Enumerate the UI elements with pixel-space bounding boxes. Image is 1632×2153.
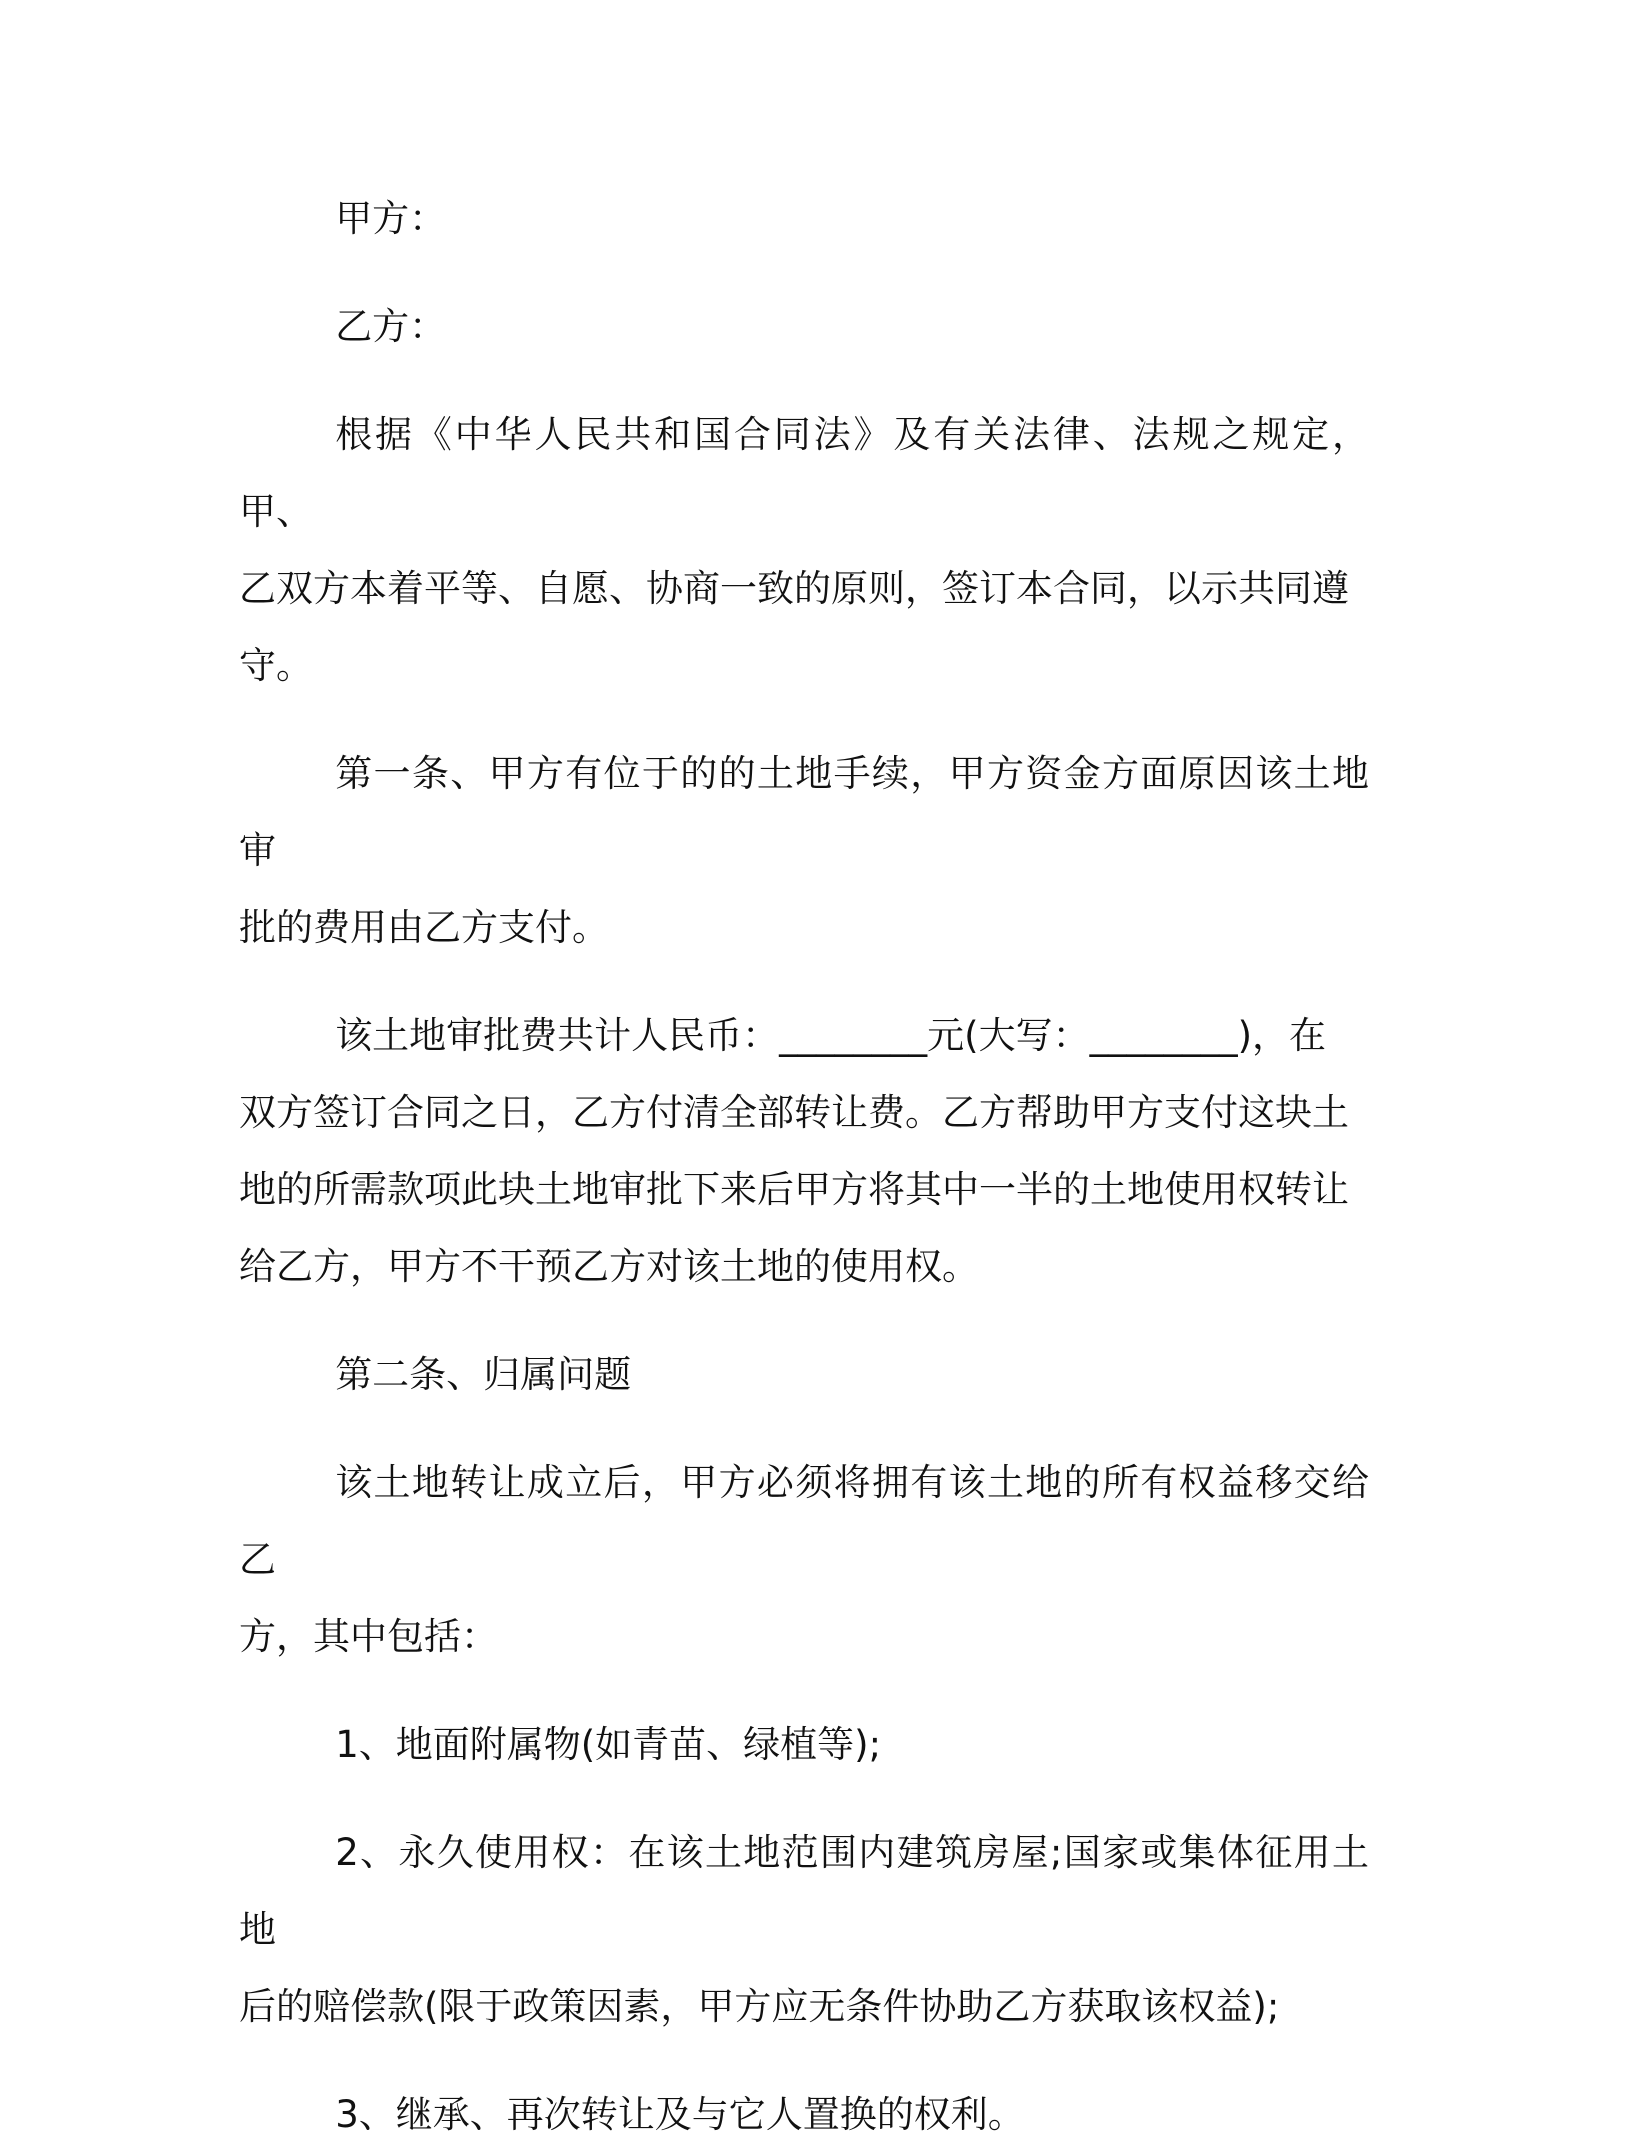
party-a-line: 甲方：: [335, 197, 447, 240]
list-item-3: 3、继承、再次转让及与它人置换的权利。: [335, 2093, 1025, 2136]
fee-paragraph: 该土地审批费共计人民币：________元(大写：________)，在 双方签订合同之日，乙方付清全部转让费。乙方帮助甲方支付这块土 地的所需款项此块土地审批下来后甲方将其中一半的土地使用权转让 给乙方，甲方不干预乙方对该土地的使用权。: [239, 1014, 1349, 1288]
transfer-paragraph: 该土地转让成立后，甲方必须将拥有该土地的所有权益移交给乙 方，其中包括：: [239, 1461, 1369, 1658]
list-item-2: 2、永久使用权：在该土地范围内建筑房屋;国家或集体征用土地 后的赔偿款(限于政策因素，甲方应无条件协助乙方获取该权益);: [239, 1831, 1369, 2028]
document-body: [239, 180, 1369, 2153]
list-item-1: 1、地面附属物(如青苗、绿植等);: [335, 1723, 882, 1766]
article-1-paragraph: 第一条、甲方有位于的的土地手续，甲方资金方面原因该土地审 批的费用由乙方支付。: [239, 752, 1369, 949]
article-2-heading: 第二条、归属问题: [335, 1353, 632, 1396]
preamble-paragraph: 根据《中华人民共和国合同法》及有关法律、法规之规定，甲、 乙双方本着平等、自愿、协商一致的原则，签订本合同，以示共同遵 守。: [239, 413, 1369, 687]
party-b-line: 乙方：: [335, 305, 447, 348]
